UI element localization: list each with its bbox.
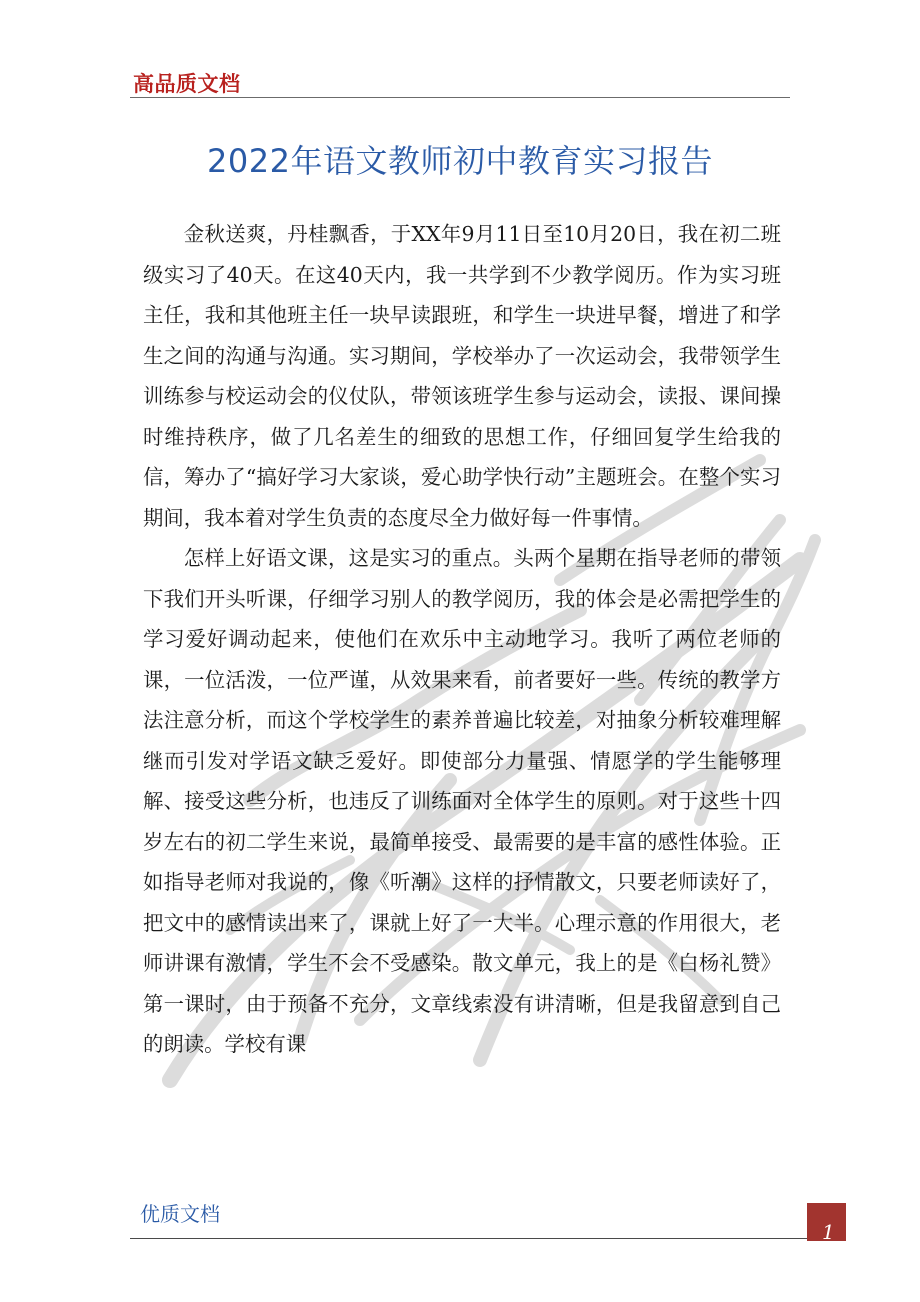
paragraph: 怎样上好语文课，这是实习的重点。头两个星期在指导老师的带领下我们开头听课，仔细学习别人的教学阅历，我的体会是必需把学生的学习爱好调动起来，使他们在欢乐中主动地学习。我听了两位老师的课，一位活泼，一位严谨，从效果来看，前者要好一些。传统的教学方法注意分析，而这个学校学生的素养普遍比较差，对抽象分析较难理解继而引发对学语文缺乏爱好。即使部分力量强、情愿学的学生能够理解、接受这些分析，也违反了训练面对全体学生的原则。对于这些十四岁左右的初二学生来说，最简单接受、最需要的是丰富的感性体验。正如指导老师对我说的，像《听潮》这样的抒情散文，只要老师读好了，把文中的感情读出来了，课就上好了一大半。心理示意的作用很大，老师讲课有激情，学生不会不受感染。散文单元，我上的是《白杨礼赞》第一课时，由于预备不充分，文章线索没有讲清晰，但是我留意到自己的朗读。学校有课 <box>143 546 781 1056</box>
header-label: 高品质文档 <box>133 72 241 96</box>
footer-divider <box>130 1238 846 1239</box>
page-number: 1 <box>822 1220 835 1244</box>
paragraph: 金秋送爽，丹桂飘香，于XX年9月11日至10月20日，我在初二班级实习了40天。在这40天内，我一共学到不少教学阅历。作为实习班主任，我和其他班主任一块早读跟班，和学生一块进早餐，增进了和学生之间的沟通与沟通。实习期间，学校举办了一次运动会，我带领学生训练参与校运动会的仪仗队，带领该班学生参与运动会，读报、课间操时维持秩序，做了几名差生的细致的思想工作，仔细回复学生给我的信，筹办了“搞好学习大家谈，爱心助学快行动”主题班会。在整个实习期间，我本着对学生负责的态度尽全力做好每一件事情。 <box>143 222 781 530</box>
header-divider <box>130 97 790 98</box>
footer-label: 优质文档 <box>140 1202 220 1226</box>
document-body <box>143 214 781 1065</box>
document-title: 2022年语文教师初中教育实习报告 <box>207 142 713 180</box>
